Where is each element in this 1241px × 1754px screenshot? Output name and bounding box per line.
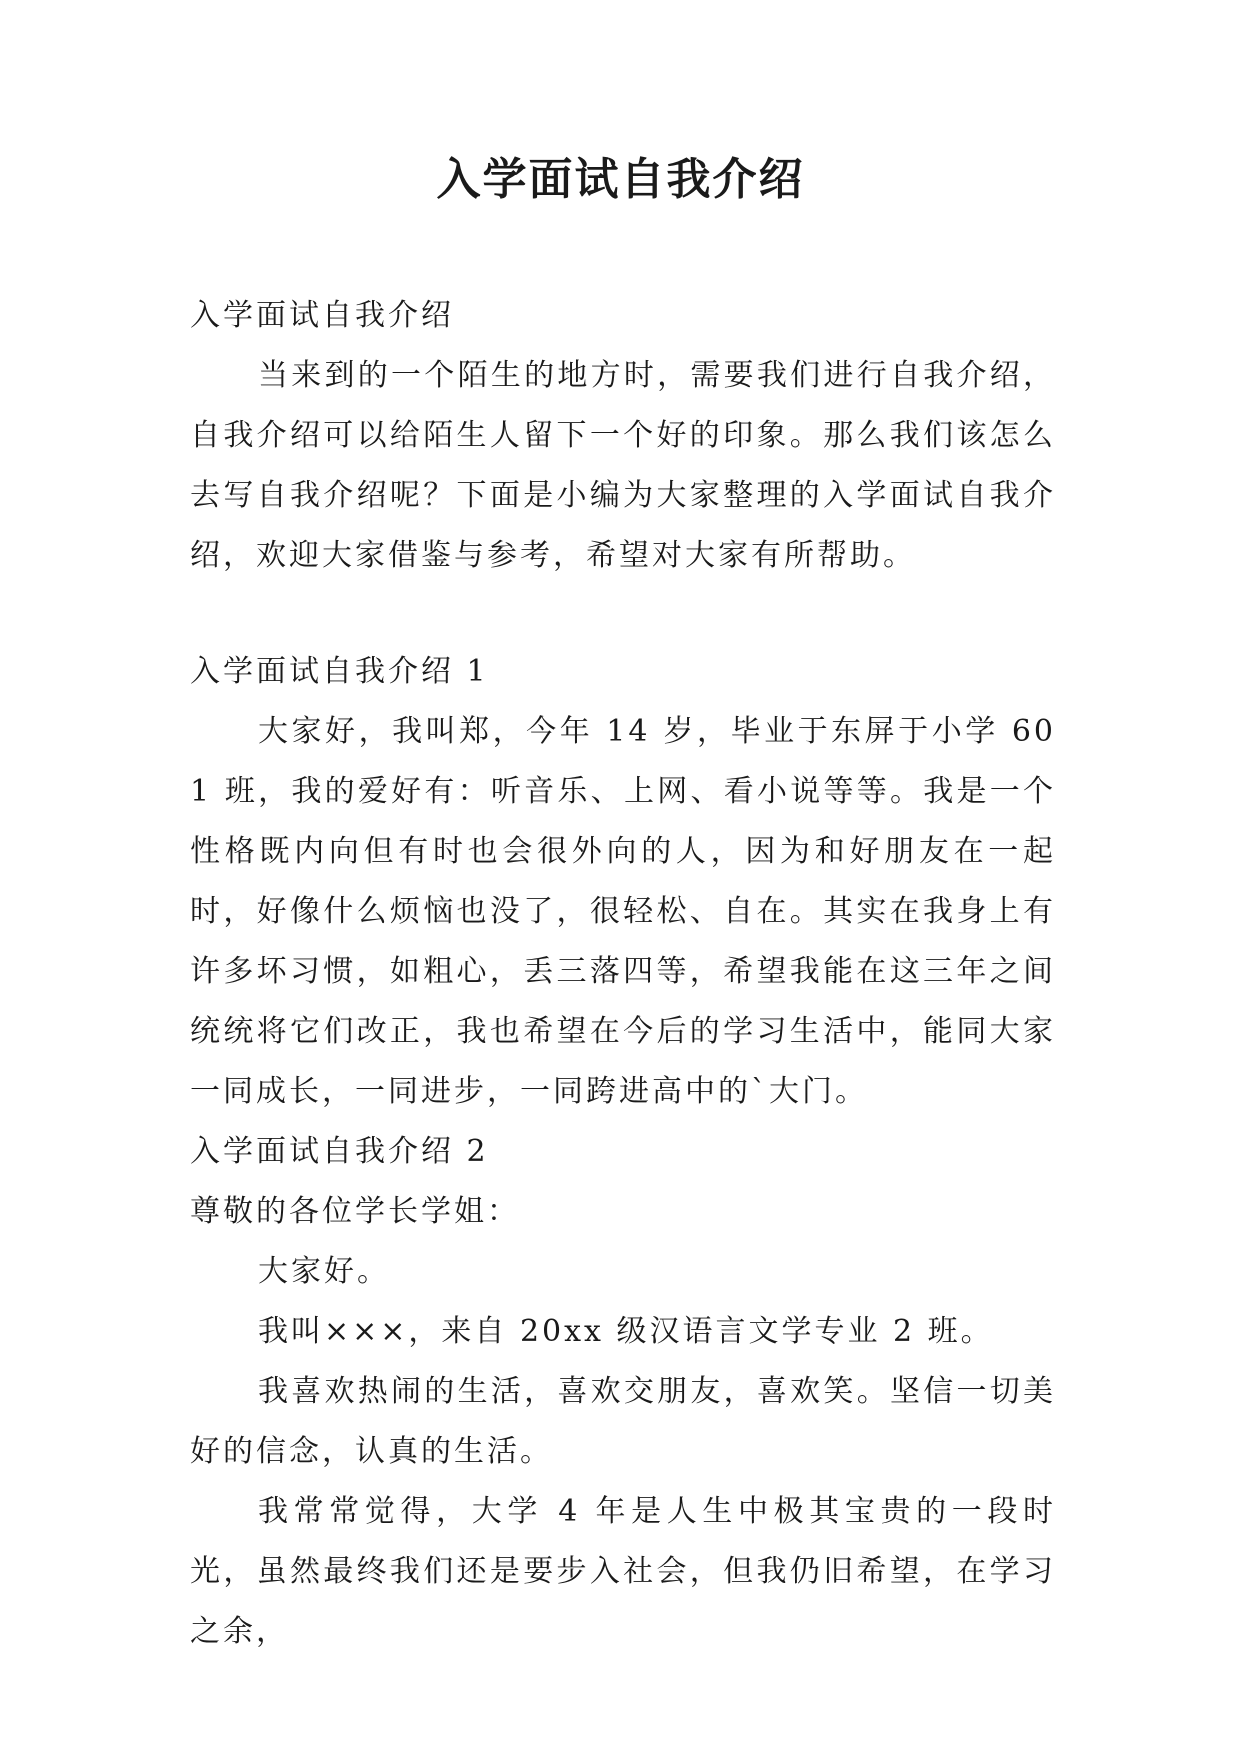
- intro-heading: 入学面试自我介绍: [190, 298, 454, 333]
- section2-salutation: 尊敬的各位学长学姐：: [190, 1194, 520, 1229]
- document-body: [190, 286, 1056, 1662]
- section1-heading: 入学面试自我介绍 1: [190, 654, 489, 689]
- section1-paragraph: 大家好，我叫郑，今年 14 岁，毕业于东屏于小学 601 班，我的爱好有：听音乐、上网、看小说等等。我是一个性格既内向但有时也会很外向的人，因为和好朋友在一起时，好像什么烦恼也没了，很轻松、自在。其实在我身上有许多坏习惯，如粗心，丢三落四等，希望我能在这三年之间统统将它们改正，我也希望在今后的学习生活中，能同大家一同成长，一同进步，一同跨进高中的`大门。: [190, 714, 1056, 1109]
- section2-paragraph: 我叫×××，来自 20xx 级汉语言文学专业 2 班。: [258, 1314, 994, 1349]
- section-spacer: [190, 586, 1056, 642]
- document-title: 入学面试自我介绍: [436, 154, 805, 205]
- intro-paragraph: 当来到的一个陌生的地方时，需要我们进行自我介绍，自我介绍可以给陌生人留下一个好的印象。那么我们该怎么去写自我介绍呢？下面是小编为大家整理的入学面试自我介绍，欢迎大家借鉴与参考，希望对大家有所帮助。: [190, 358, 1056, 573]
- section2-greeting: 大家好。: [258, 1254, 390, 1289]
- section2-heading: 入学面试自我介绍 2: [190, 1134, 489, 1169]
- section2-paragraph: 我常常觉得，大学 4 年是人生中极其宝贵的一段时光，虽然最终我们还是要步入社会，但我仍旧希望，在学习之余，: [190, 1494, 1056, 1649]
- section2-paragraph: 我喜欢热闹的生活，喜欢交朋友，喜欢笑。坚信一切美好的信念，认真的生活。: [190, 1374, 1056, 1469]
